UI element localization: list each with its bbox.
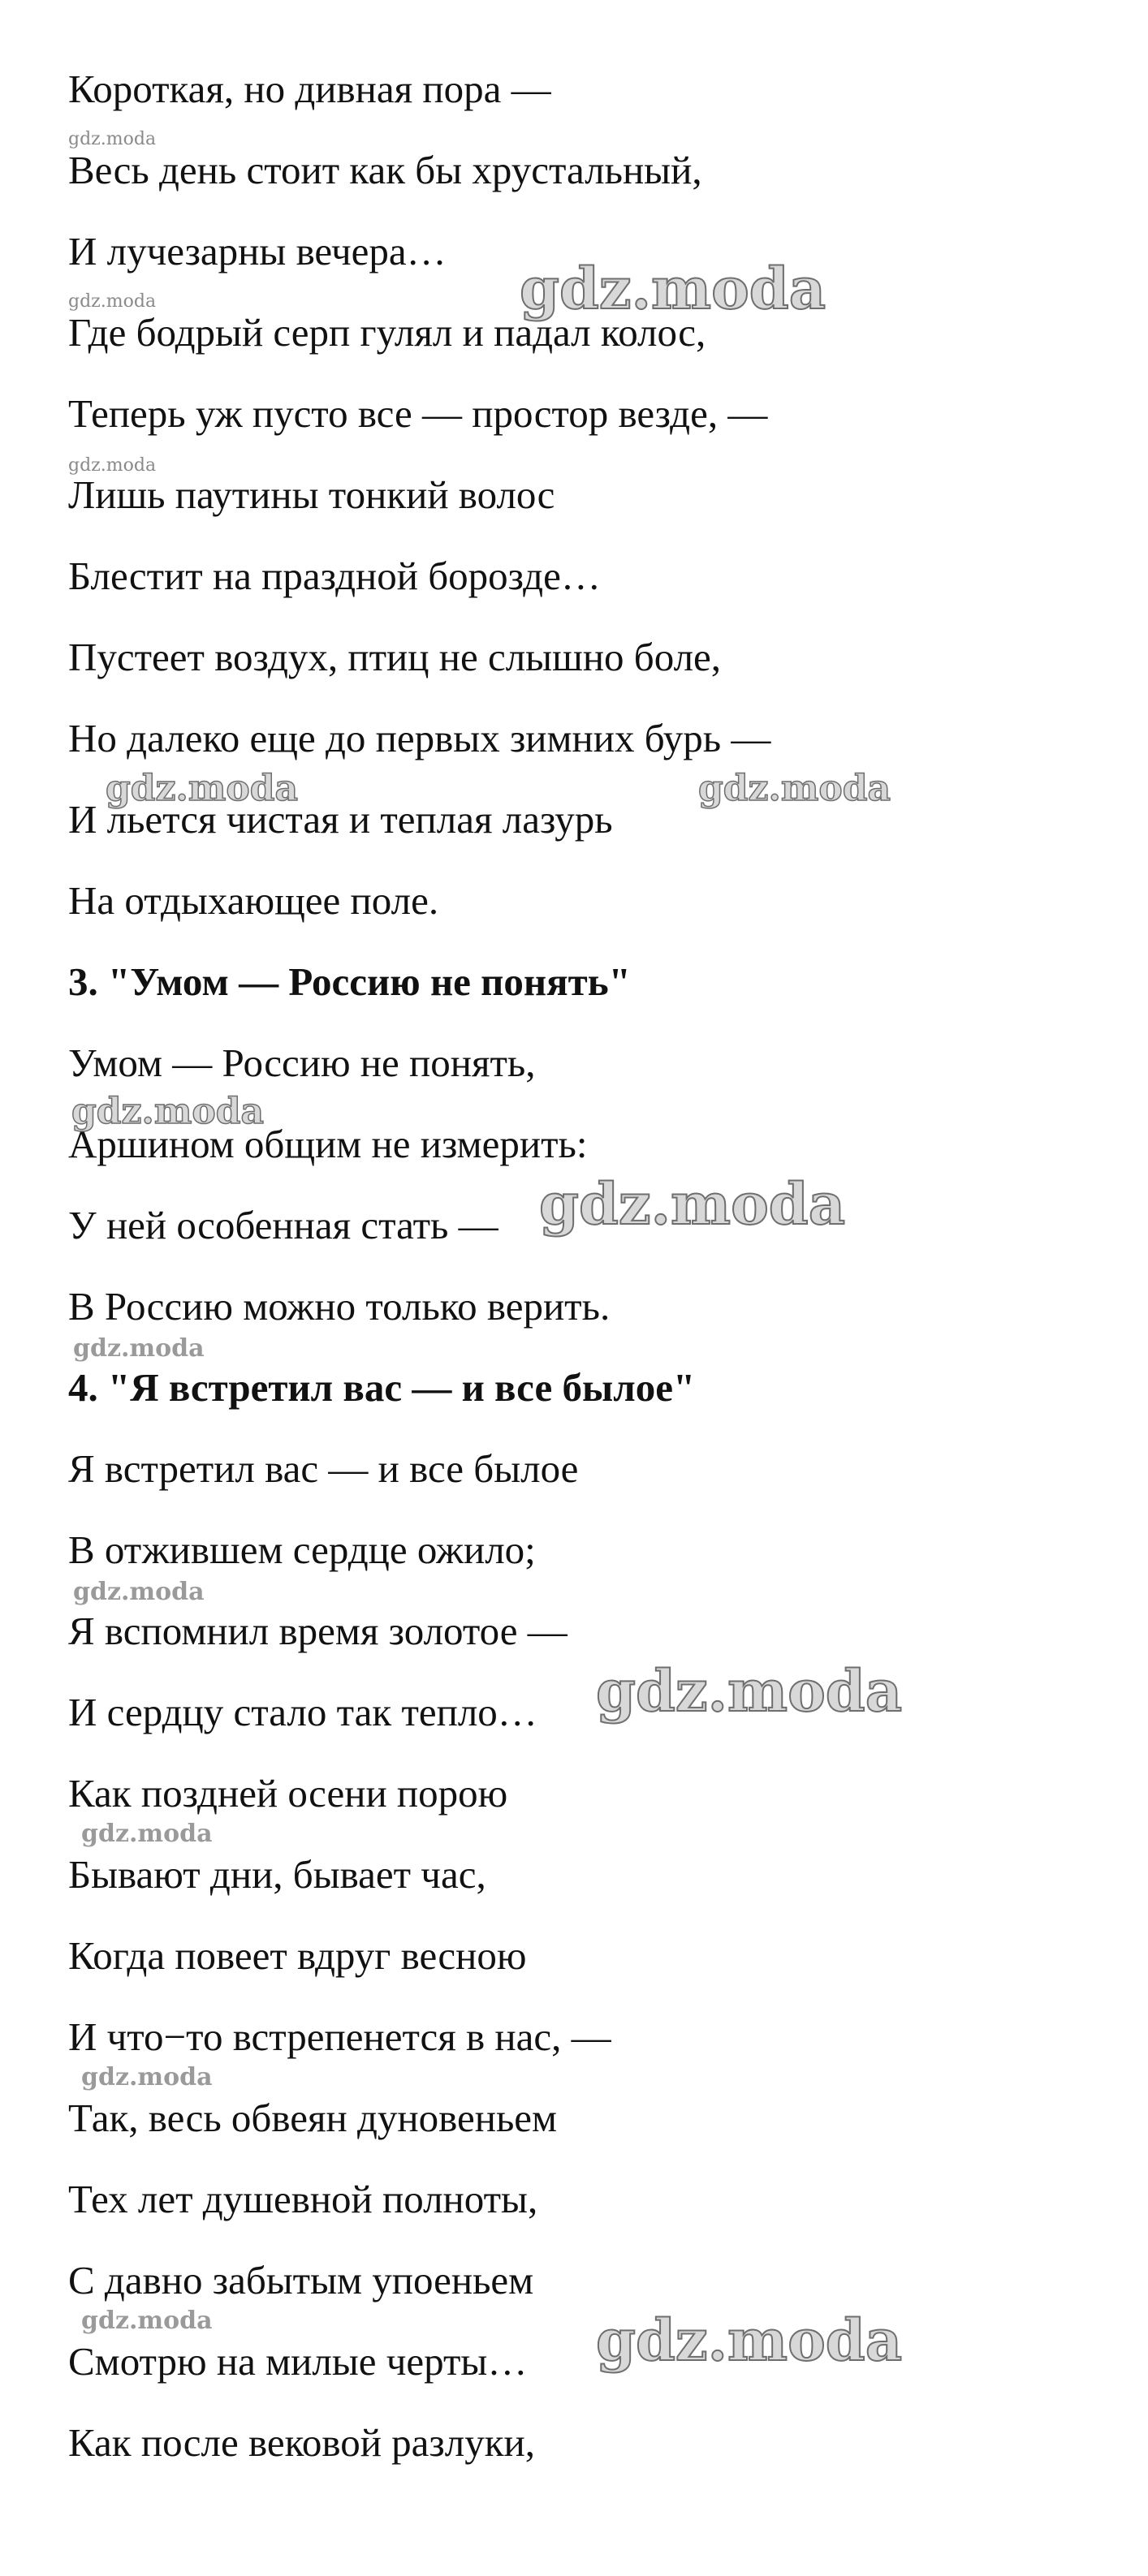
watermark: gdz.moda xyxy=(81,1820,213,1848)
text-line: И льется чистая и теплая лазурь xyxy=(68,797,613,842)
text-line: Я встретил вас — и все былое xyxy=(68,1446,579,1491)
watermark: gdz.moda xyxy=(539,1170,846,1238)
text-line: Как после вековой разлуки, xyxy=(68,2420,536,2465)
text-line: И сердцу стало так тепло… xyxy=(68,1690,537,1734)
watermark: gdz.moda xyxy=(520,255,826,322)
watermark: gdz.moda xyxy=(73,1334,205,1363)
text-line: И что−то встрепенется в нас, — xyxy=(68,2014,611,2059)
text-line: В Россию можно только верить. xyxy=(68,1284,611,1329)
text-line: Блестит на праздной борозде… xyxy=(68,554,601,598)
watermark: gdz.moda xyxy=(73,1578,205,1606)
section-heading: 4. "Я встретил вас — и все былое" xyxy=(68,1365,696,1410)
text-line: Тех лет душевной полноты, xyxy=(68,2177,538,2221)
text-line: Смотрю на милые черты… xyxy=(68,2339,528,2384)
text-line: Я вспомнил время золотое — xyxy=(68,1609,568,1653)
watermark: gdz.moda xyxy=(68,455,157,476)
text-line: Умом — Россию не понять, xyxy=(68,1040,536,1085)
text-line: У ней особенная стать — xyxy=(68,1203,498,1247)
watermark: gdz.moda xyxy=(596,1657,903,1725)
watermark: gdz.moda xyxy=(81,2307,213,2335)
watermark: gdz.moda xyxy=(68,129,157,149)
text-line: Теперь уж пусто все — простор везде, — xyxy=(68,391,768,436)
text-line: И лучезарны вечера… xyxy=(68,229,447,274)
text-line: Аршином общим не измерить: xyxy=(68,1122,588,1166)
watermark: gdz.moda xyxy=(596,2307,903,2374)
text-line: Короткая, но дивная пора — xyxy=(68,67,551,111)
text-line: На отдыхающее поле. xyxy=(68,878,439,923)
watermark: gdz.moda xyxy=(71,1091,265,1132)
text-line: В отжившем сердце ожило; xyxy=(68,1527,536,1572)
watermark: gdz.moda xyxy=(68,291,157,312)
text-line: С давно забытым упоеньем xyxy=(68,2258,534,2302)
text-line: Пустеет воздух, птиц не слышно боле, xyxy=(68,635,722,679)
text-line: Бывают дни, бывает час, xyxy=(68,1852,486,1897)
text-line: Как поздней осени порою xyxy=(68,1771,508,1816)
text-line: Но далеко еще до первых зимних бурь — xyxy=(68,716,771,760)
watermark: gdz.moda xyxy=(698,768,891,809)
text-line: Где бодрый серп гулял и падал колос, xyxy=(68,310,706,355)
text-line: Лишь паутины тонкий волос xyxy=(68,472,555,517)
text-line: Так, весь обвеян дуновеньем xyxy=(68,2096,558,2140)
section-heading: 3. "Умом — Россию не понять" xyxy=(68,959,631,1004)
watermark: gdz.moda xyxy=(81,2063,213,2091)
text-line: Весь день стоит как бы хрустальный, xyxy=(68,148,702,192)
text-line: Когда повеет вдруг весною xyxy=(68,1933,527,1978)
watermark: gdz.moda xyxy=(106,768,299,809)
